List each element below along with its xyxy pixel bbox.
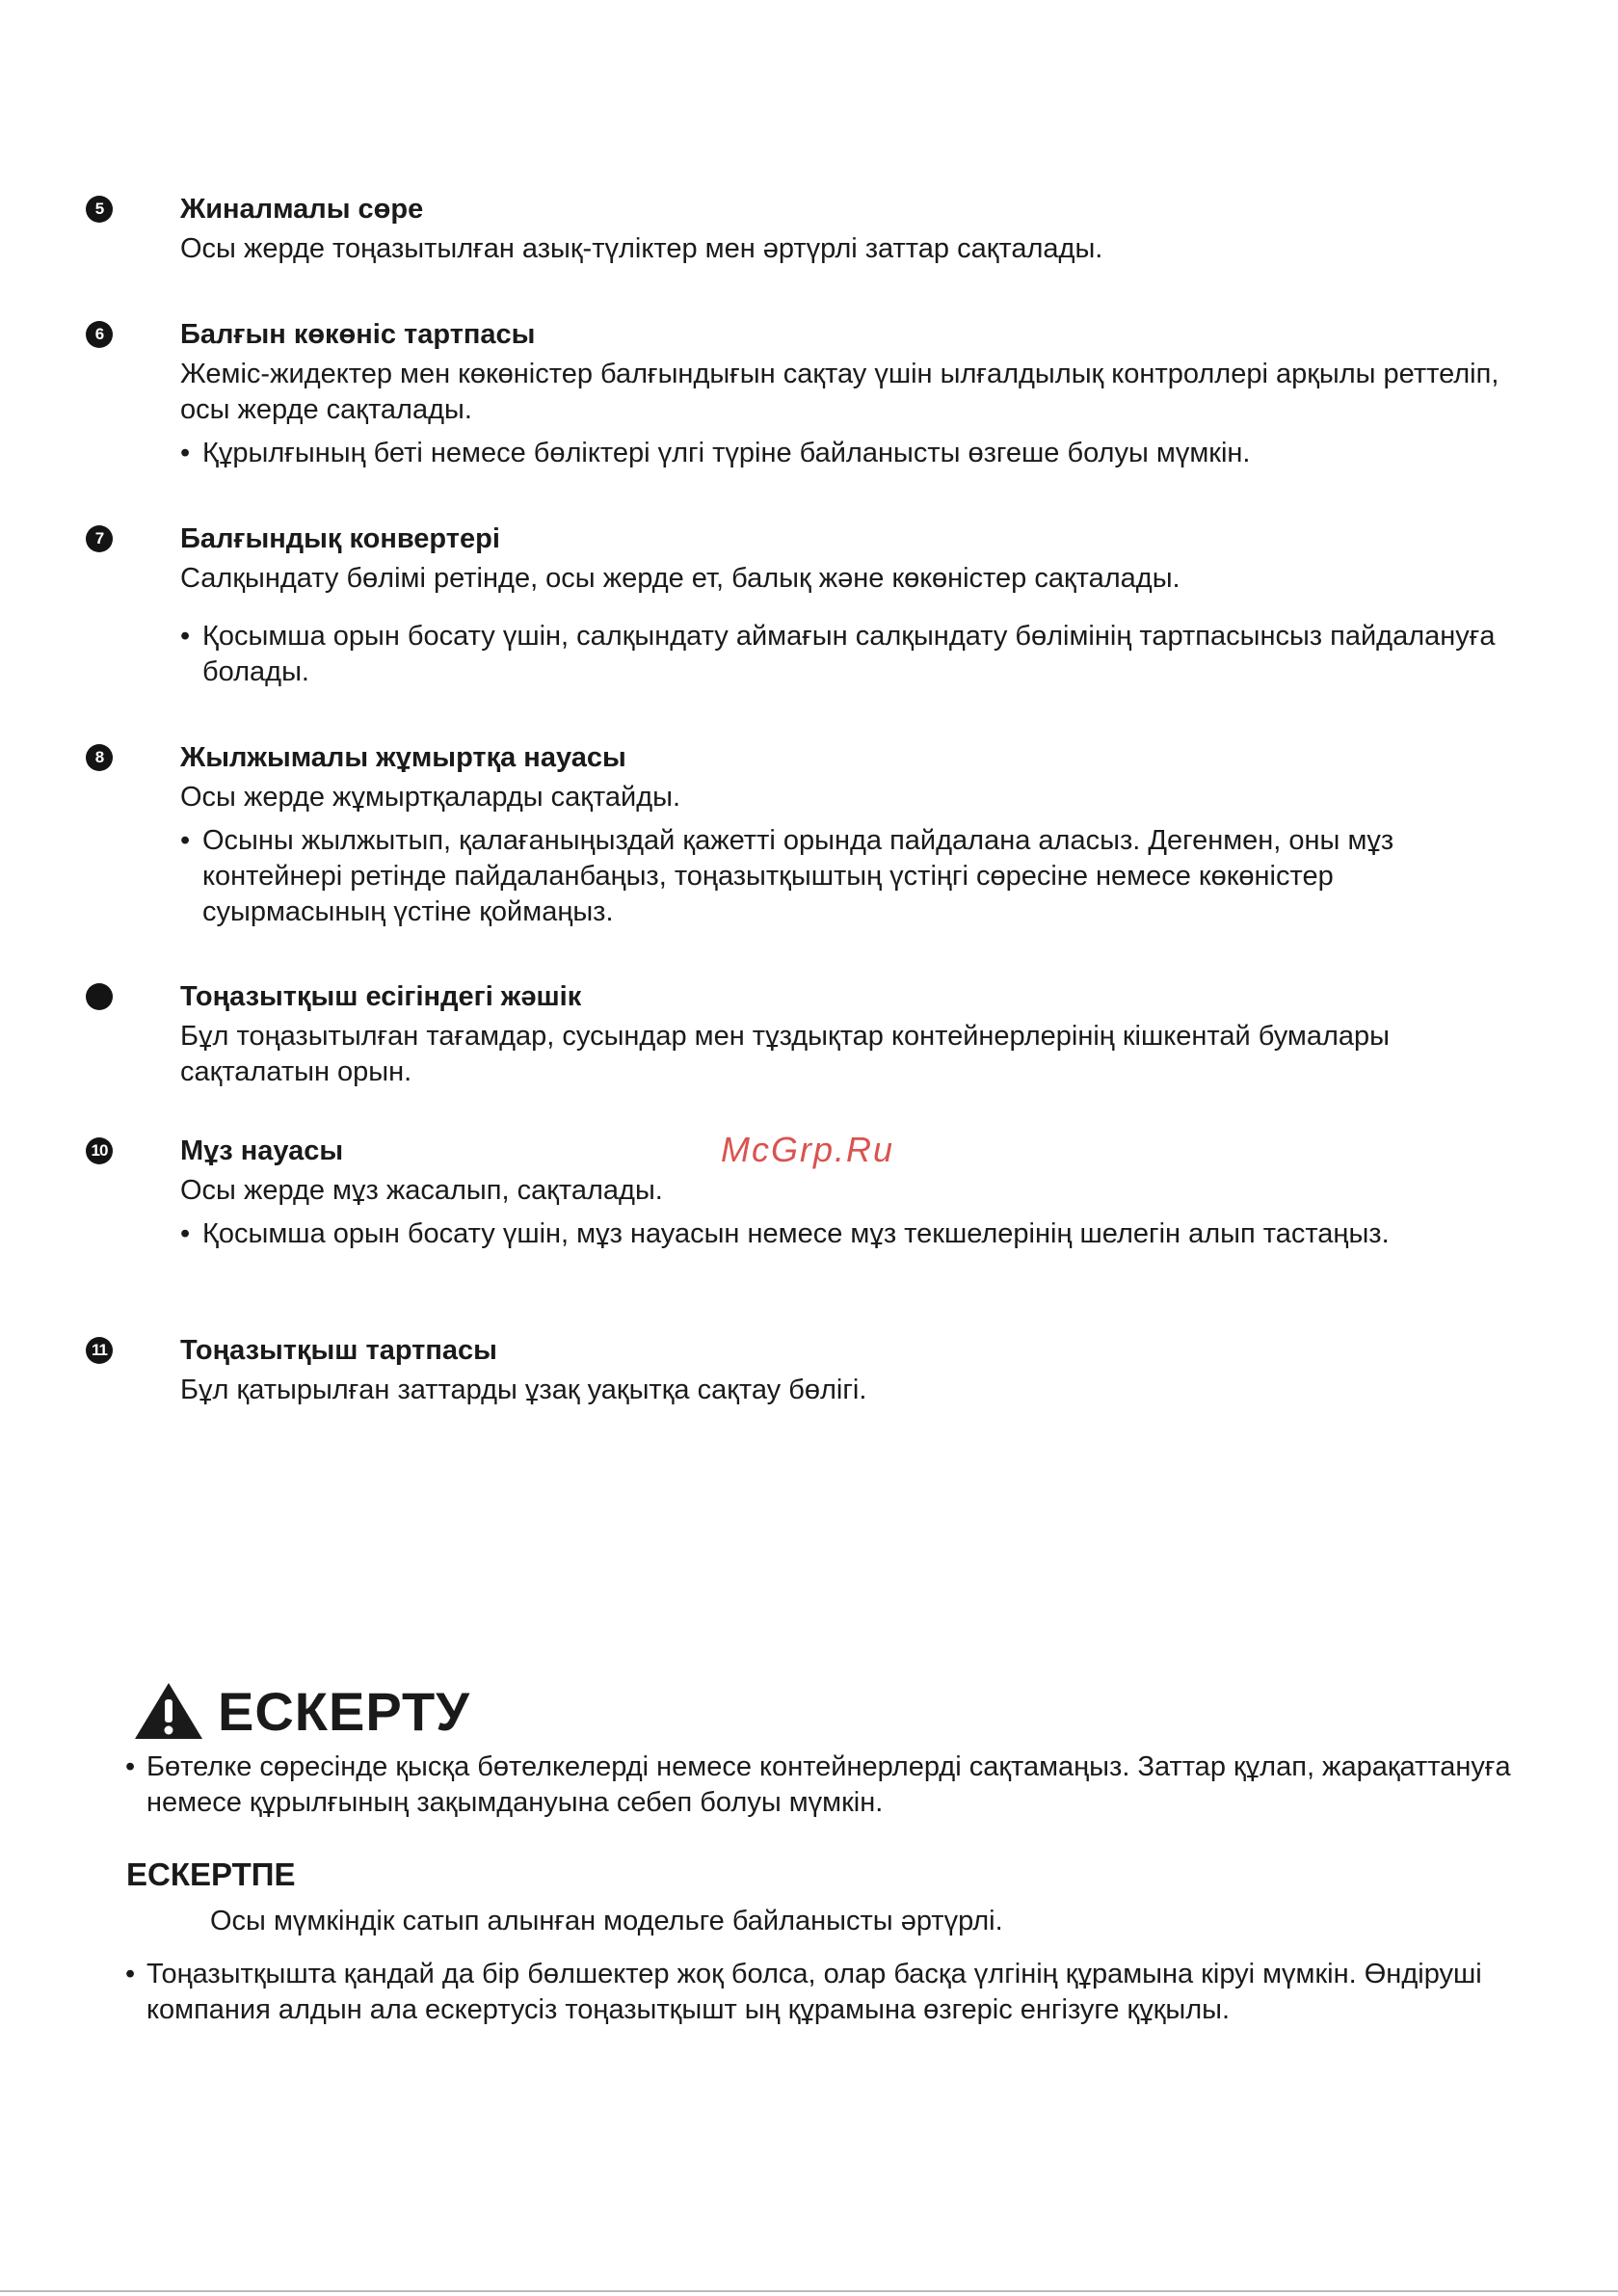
note-text: Қосымша орын босату үшін, мұз науасын немесе мұз текшелерінің шелегін алып тастаңыз. — [202, 1218, 1390, 1249]
section-title: Жиналмалы сөре — [180, 194, 424, 225]
watermark: McGrp.Ru — [721, 1130, 895, 1169]
warning-text: Бөтелке сөресінде қысқа бөтелкелерді немесе контейнерлерді сақтамаңыз. Заттар құлап, жарақаттануға немесе құрылғының зақымдануына себеп болуы мүмкін. — [146, 1751, 1511, 1818]
note-text: Құрылғының беті немесе бөліктері үлгі түріне байланысты өзгеше болуы мүмкін. — [202, 438, 1251, 468]
section-title: Тоңазытқыш тартпасы — [180, 1335, 497, 1366]
section-description: Осы жерде тоңазытылған азық-түліктер мен әртүрлі заттар сақталады. — [180, 233, 1103, 264]
remark-item — [125, 1957, 1534, 2028]
number-marker: 11 — [86, 1337, 113, 1364]
section-freshness-converter — [94, 519, 1508, 690]
bullet-dot: • — [125, 1751, 136, 1782]
section-egg-tray — [94, 737, 1508, 930]
note-text: Осыны жылжытып, қалағаныңыздай қажетті орында пайдалана аласыз. Дегенмен, оны мұз контейнері ретінде пайдаланбаңыз, тоңазытқыштың үстіңгі сөресіне немесе көкөністер суырмасының үстіне қоймаңыз. — [202, 825, 1394, 927]
section-description: Жеміс-жидектер мен көкөністер балғындығын сақтау үшін ылғалдылық контроллері арқылы реттеліп, осы жерде сақталады. — [180, 359, 1499, 425]
number-marker: 10 — [86, 1137, 113, 1164]
note-text: Қосымша орын босату үшін, салқындату аймағын салқындату бөлімінің тартпасынсыз пайдалануға болады. — [202, 621, 1496, 687]
section-note — [180, 436, 1508, 471]
bullet-dot: • — [180, 825, 191, 856]
bullet-dot: • — [125, 1959, 136, 1989]
section-description: Осы жерде жұмыртқаларды сақтайды. — [180, 782, 681, 813]
number-marker — [86, 983, 113, 1010]
number-marker: 6 — [86, 321, 113, 348]
section-title: Тоңазытқыш есігіндегі жәшік — [180, 981, 582, 1012]
number-marker: 8 — [86, 744, 113, 771]
number-marker: 5 — [86, 196, 113, 223]
remark-title: ЕСКЕРТПЕ — [126, 1856, 296, 1892]
footer-divider — [0, 2290, 1618, 2292]
warning-header — [133, 1679, 470, 1743]
section-title: Балғындық конвертері — [180, 523, 500, 554]
section-freezer-drawer — [92, 1330, 1508, 1408]
section-description: Осы жерде мұз жасалып, сақталады. — [180, 1175, 663, 1206]
section-crisper-drawer — [94, 314, 1508, 471]
warning-item — [125, 1749, 1534, 1821]
section-note — [180, 619, 1508, 690]
section-title: Балғын көкөніс тартпасы — [180, 319, 536, 350]
section-description: Бұл тоңазытылған тағамдар, сусындар мен тұздықтар контейнерлерінің кішкентай бумалары сақталатын орын. — [180, 1021, 1390, 1087]
remark-note: Тоңазытқышта қандай да бір бөлшектер жоқ болса, олар басқа үлгінің құрамына кіруі мүмкін. Өндіруші компания алдын ала ескертусіз тоңазытқышт ың құрамына өзгеріс енгізуге құқылы. — [146, 1959, 1482, 2025]
section-title: Мұз науасы — [180, 1135, 344, 1166]
remark-text: Осы мүмкіндік сатып алынған модельге байланысты әртүрлі. — [210, 1906, 1003, 1936]
warning-triangle-icon — [133, 1681, 204, 1741]
section-title: Жылжымалы жұмыртқа науасы — [180, 742, 626, 773]
section-folding-shelf — [94, 189, 1508, 267]
bullet-dot: • — [180, 1218, 191, 1249]
section-description: Бұл қатырылған заттарды ұзақ уақытқа сақтау бөлігі. — [180, 1375, 867, 1405]
section-note — [180, 823, 1508, 930]
warning-title: ЕСКЕРТУ — [218, 1680, 470, 1742]
number-marker: 7 — [86, 525, 113, 552]
bullet-dot: • — [180, 438, 191, 468]
section-description: Салқындату бөлімі ретінде, осы жерде ет, балық және көкөністер сақталады. — [180, 563, 1180, 594]
section-note — [180, 1216, 1503, 1252]
bullet-dot: • — [180, 621, 191, 652]
section-door-bin — [120, 976, 1508, 1090]
